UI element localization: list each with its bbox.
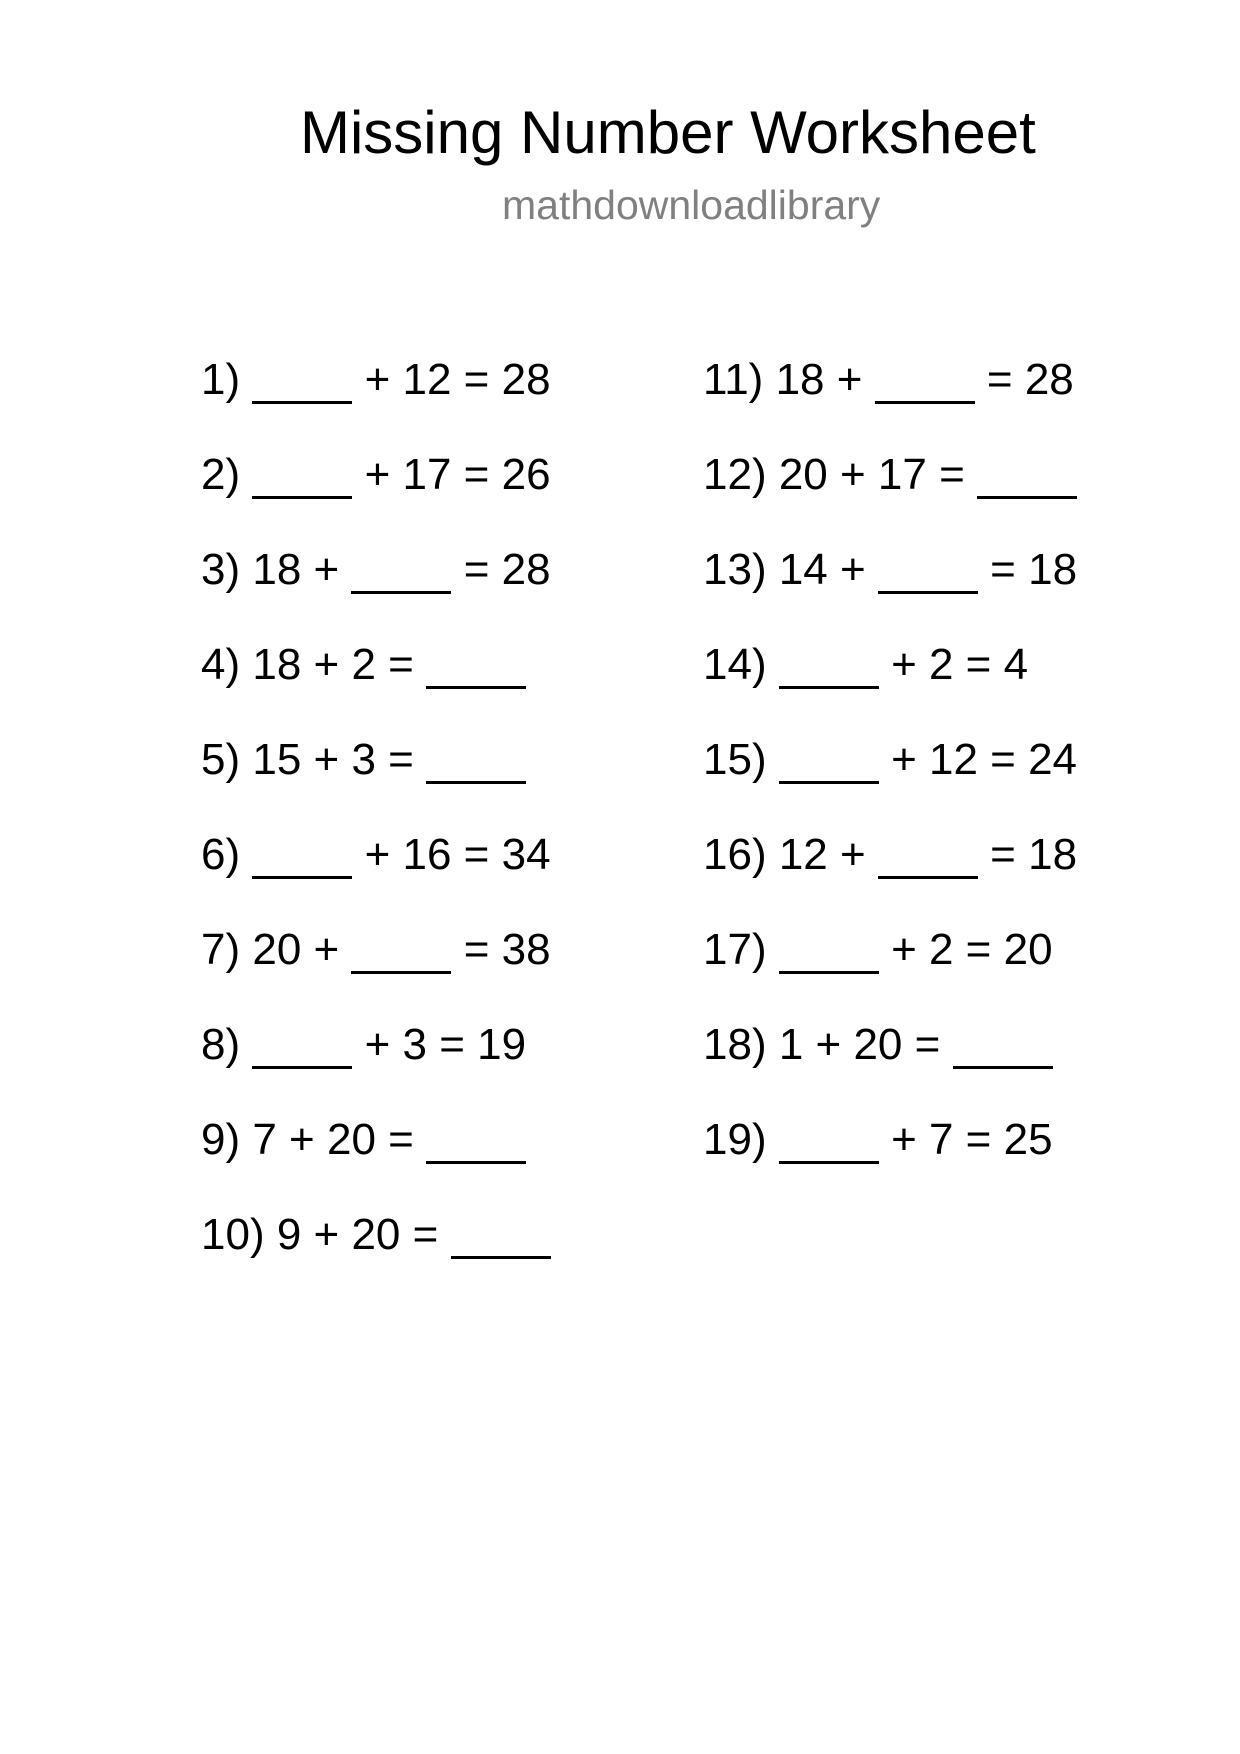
answer-blank[interactable] xyxy=(779,686,879,689)
answer-blank[interactable] xyxy=(426,686,526,689)
problem-number: 15) xyxy=(703,735,767,784)
problem-number: 6) xyxy=(201,830,241,879)
problem-number: 12) xyxy=(703,450,767,499)
answer-blank[interactable] xyxy=(252,876,352,879)
problem-number: 17) xyxy=(703,925,767,974)
answer-blank[interactable] xyxy=(351,971,451,974)
problem-19 xyxy=(703,1115,1077,1210)
problem-expression: + 3 = 19 xyxy=(364,1020,527,1069)
problem-number: 16) xyxy=(703,830,767,879)
problem-8 xyxy=(201,1020,551,1115)
problem-expression: 12 + xyxy=(778,830,866,879)
answer-blank[interactable] xyxy=(977,496,1077,499)
problem-expression: + 2 = 20 xyxy=(891,925,1053,974)
problem-expression: + 17 = 26 xyxy=(364,450,551,499)
problem-9 xyxy=(201,1115,551,1210)
problem-number: 14) xyxy=(703,640,767,689)
problem-number: 5) xyxy=(201,735,241,784)
problem-3 xyxy=(201,545,551,640)
problem-expression: 18 + xyxy=(775,355,863,404)
worksheet-title: Missing Number Worksheet xyxy=(300,99,1036,166)
problem-13 xyxy=(703,545,1077,640)
problem-expression: 20 + xyxy=(252,925,340,974)
problem-number: 18) xyxy=(703,1020,767,1069)
problem-12 xyxy=(703,450,1077,545)
answer-blank[interactable] xyxy=(252,401,352,404)
answer-blank[interactable] xyxy=(426,781,526,784)
problem-15 xyxy=(703,735,1077,830)
problem-expression: 9 + 20 = xyxy=(276,1210,439,1259)
problem-14 xyxy=(703,640,1077,735)
answer-blank[interactable] xyxy=(252,496,352,499)
problem-expression: = 28 xyxy=(986,355,1074,404)
answer-blank[interactable] xyxy=(779,971,879,974)
problem-16 xyxy=(703,830,1077,925)
problem-2 xyxy=(201,450,551,545)
problem-number: 1) xyxy=(201,355,241,404)
answer-blank[interactable] xyxy=(875,401,975,404)
problem-expression: = 18 xyxy=(990,545,1078,594)
problem-expression: = 18 xyxy=(990,830,1078,879)
problem-number: 3) xyxy=(201,545,241,594)
problem-number: 2) xyxy=(201,450,241,499)
problem-expression: 15 + 3 = xyxy=(252,735,414,784)
problem-expression: 18 + 2 = xyxy=(252,640,414,689)
problem-expression: + 16 = 34 xyxy=(364,830,551,879)
problem-expression: 1 + 20 = xyxy=(778,1020,941,1069)
problem-10 xyxy=(201,1210,551,1305)
problem-expression: + 12 = 28 xyxy=(364,355,551,404)
problem-expression: + 12 = 24 xyxy=(891,735,1078,784)
answer-blank[interactable] xyxy=(252,1066,352,1069)
problem-number: 19) xyxy=(703,1115,767,1164)
problems-right-column xyxy=(703,355,1077,1210)
problem-number: 8) xyxy=(201,1020,241,1069)
problem-expression: + 7 = 25 xyxy=(891,1115,1053,1164)
problem-number: 7) xyxy=(201,925,241,974)
problem-expression: 14 + xyxy=(778,545,866,594)
answer-blank[interactable] xyxy=(779,781,879,784)
problem-expression: = 38 xyxy=(463,925,551,974)
problem-11 xyxy=(703,355,1077,450)
answer-blank[interactable] xyxy=(426,1161,526,1164)
problem-expression: 7 + 20 = xyxy=(252,1115,414,1164)
problem-17 xyxy=(703,925,1077,1020)
problem-number: 11) xyxy=(703,355,764,404)
answer-blank[interactable] xyxy=(351,591,451,594)
problem-4 xyxy=(201,640,551,735)
answer-blank[interactable] xyxy=(451,1256,551,1259)
problem-18 xyxy=(703,1020,1077,1115)
answer-blank[interactable] xyxy=(779,1161,879,1164)
problem-number: 4) xyxy=(201,640,241,689)
problem-1 xyxy=(201,355,551,450)
answer-blank[interactable] xyxy=(953,1066,1053,1069)
problem-expression: 20 + 17 = xyxy=(778,450,965,499)
answer-blank[interactable] xyxy=(878,591,978,594)
problem-number: 13) xyxy=(703,545,767,594)
problem-number: 10) xyxy=(201,1210,265,1259)
problem-7 xyxy=(201,925,551,1020)
problem-expression: = 28 xyxy=(463,545,551,594)
problem-expression: 18 + xyxy=(252,545,340,594)
problem-expression: + 2 = 4 xyxy=(891,640,1029,689)
problem-6 xyxy=(201,830,551,925)
worksheet-subtitle: mathdownloadlibrary xyxy=(502,182,881,228)
problem-5 xyxy=(201,735,551,830)
problem-number: 9) xyxy=(201,1115,241,1164)
problems-left-column xyxy=(201,355,551,1305)
answer-blank[interactable] xyxy=(878,876,978,879)
